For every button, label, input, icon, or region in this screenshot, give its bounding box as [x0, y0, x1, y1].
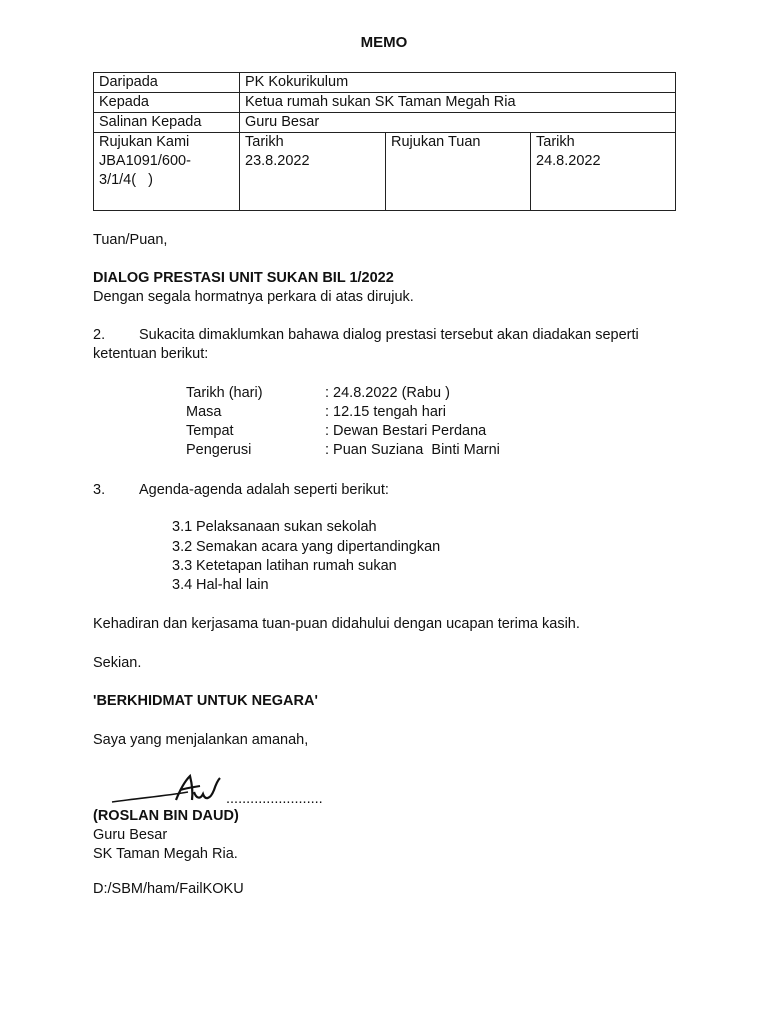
detail-label: Tarikh (hari) [186, 385, 263, 401]
para3-text: Agenda-agenda adalah seperti berikut: [139, 482, 389, 498]
intro-text: Dengan segala hormatnya perkara di atas dirujuk. [93, 289, 414, 305]
tarikh2-cell [531, 133, 676, 211]
daripada-label: Daripada [94, 73, 240, 93]
tarikh1-label: Tarikh [245, 134, 284, 150]
agenda-text: Semakan acara yang dipertandingkan [196, 539, 441, 555]
para2-line2: ketentuan berikut: [93, 346, 209, 362]
agenda-number: 3.1 [172, 519, 193, 535]
detail-value: : Dewan Bestari Perdana [325, 423, 487, 439]
tarikh1-value: 23.8.2022 [245, 153, 310, 169]
signatory-name: (ROSLAN BIN DAUD) [93, 808, 239, 824]
sekian-text: Sekian. [93, 655, 142, 671]
salutation: Tuan/Puan, [93, 232, 168, 248]
detail-value: : 24.8.2022 (Rabu ) [325, 385, 450, 401]
detail-label: Tempat [186, 423, 234, 439]
file-reference: D:/SBM/ham/FailKOKU [93, 881, 244, 897]
subject-heading: DIALOG PRESTASI UNIT SUKAN BIL 1/2022 [93, 270, 394, 286]
signatory-position: Guru Besar [93, 827, 168, 843]
para3-number: 3. [93, 482, 106, 498]
closing-text: Kehadiran dan kerjasama tuan-puan didahului dengan ucapan terima kasih. [93, 616, 580, 632]
kepada-value: Ketua rumah sukan SK Taman Megah Ria [240, 93, 676, 113]
tarikh2-label: Tarikh [536, 134, 575, 150]
agenda-number: 3.3 [172, 558, 193, 574]
detail-label: Pengerusi [186, 442, 252, 458]
para2-number: 2. [93, 327, 106, 343]
agenda-text: Pelaksanaan sukan sekolah [196, 519, 377, 535]
salinan-value: Guru Besar [240, 113, 676, 133]
detail-value: : Puan Suziana Binti Marni [325, 442, 500, 458]
agenda-number: 3.2 [172, 539, 193, 555]
rujukan-kami-value-line2: 3/1/4( ) [99, 172, 153, 188]
header-table [93, 72, 676, 211]
signature-dots: ........................ [226, 791, 323, 807]
signatory-school: SK Taman Megah Ria. [93, 846, 238, 862]
rujukan-kami-label: Rujukan Kami [99, 134, 190, 150]
agenda-text: Hal-hal lain [196, 577, 269, 593]
tarikh1-cell [240, 133, 386, 211]
handwritten-signature [110, 770, 225, 810]
agenda-number: 3.4 [172, 577, 193, 593]
salinan-label: Salinan Kepada [94, 113, 240, 133]
tarikh2-value: 24.8.2022 [536, 153, 601, 169]
rujukan-kami-cell [94, 133, 240, 211]
agenda-text: Ketetapan latihan rumah sukan [196, 558, 397, 574]
amanah-text: Saya yang menjalankan amanah, [93, 732, 309, 748]
rujukan-tuan-label: Rujukan Tuan [391, 134, 481, 150]
daripada-value: PK Kokurikulum [240, 73, 676, 93]
para2-line1: Sukacita dimaklumkan bahawa dialog prestasi tersebut akan diadakan seperti [139, 327, 639, 343]
motto: 'BERKHIDMAT UNTUK NEGARA' [93, 693, 318, 709]
memo-title: MEMO [360, 34, 408, 51]
rujukan-kami-value-line1: JBA1091/600- [99, 153, 191, 169]
detail-label: Masa [186, 404, 222, 420]
detail-value: : 12.15 tengah hari [325, 404, 446, 420]
kepada-label: Kepada [94, 93, 240, 113]
rujukan-tuan-cell [386, 133, 531, 211]
